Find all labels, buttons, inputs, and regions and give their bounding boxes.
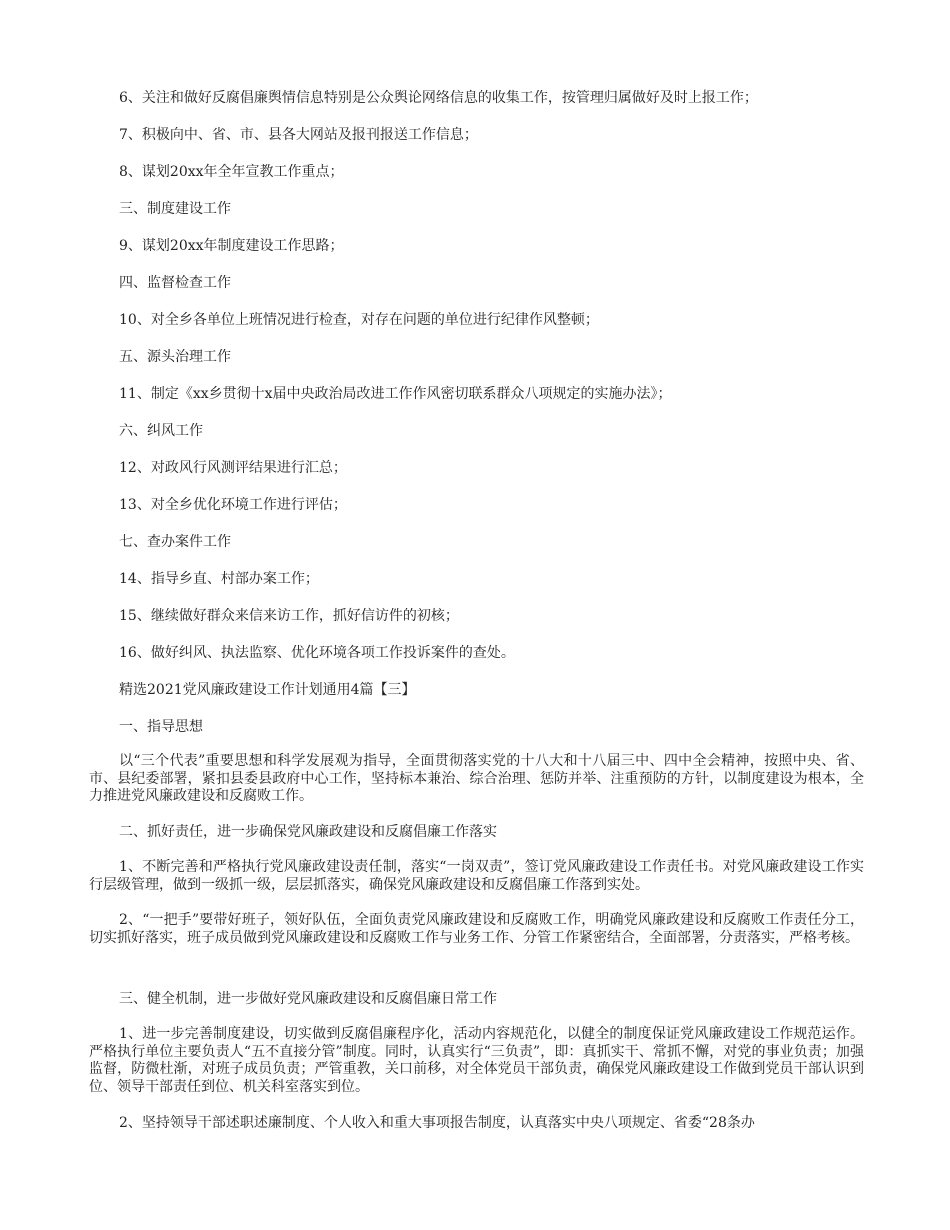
list-item: 7、积极向中、省、市、县各大网站及报刊报送工作信息； (119, 127, 478, 143)
list-item: 11、制定《xx乡贯彻十x届中央政治局改进工作作风密切联系群众八项规定的实施办法》； (119, 386, 672, 402)
list-item: 13、对全乡优化环境工作进行评估； (119, 497, 347, 513)
paragraph: 1、不断完善和严格执行党风廉政建设责任制，落实“一岗双责”，签订党风廉政建设工作责任书。对党风廉政建设工作实行层级管理，做到一级抓一级，层层抓落实，确保党风廉政建设和反腐倡廉工作落到实处。 (89, 859, 864, 893)
section-heading: 三、制度建设工作 (119, 201, 231, 217)
list-item: 10、对全乡各单位上班情况进行检查，对存在问题的单位进行纪律作风整顿； (119, 312, 599, 328)
list-item: 15、继续做好群众来信来访工作，抓好信访件的初核； (119, 608, 459, 624)
list-item: 12、对政风行风测评结果进行汇总； (119, 460, 347, 476)
paragraph: 1、进一步完善制度建设，切实做到反腐倡廉程序化，活动内容规范化，以健全的制度保证党风廉政建设工作规范运作。严格执行单位主要负责人“五不直接分管”制度。同时，认真实行“三负责”，即：真抓实干、常抓不懈，对党的事业负责；加强监督，防微杜渐，对班子成员负责；严管重教，关口前移，对全体党员干部负责，确保党风廉政建设工作做到党员干部认识到位、领导干部责任到位、机关科室落实到位。 (89, 1026, 864, 1095)
list-item: 14、指导乡直、村部办案工作； (119, 571, 319, 587)
article-title: 精选2021党风廉政建设工作计划通用4篇【三】 (119, 682, 416, 698)
list-item: 9、谋划20xx年制度建设工作思路； (119, 238, 344, 254)
section-heading: 三、健全机制，进一步做好党风廉政建设和反腐倡廉日常工作 (119, 991, 497, 1007)
section-heading: 四、监督检查工作 (119, 275, 231, 291)
paragraph: 2、坚持领导干部述职述廉制度、个人收入和重大事项报告制度，认真落实中央八项规定、省委“28条办 (119, 1115, 755, 1131)
list-item: 8、谋划20xx年全年宣教工作重点； (119, 164, 344, 180)
paragraph: 以“三个代表”重要思想和科学发展观为指导，全面贯彻落实党的十八大和十八届三中、四中全会精神，按照中央、省、市、县纪委部署，紧扣县委县政府中心工作，坚持标本兼治、综合治理、惩防并举、注重预防的方针，以制度建设为根本，全力推进党风廉政建设和反腐败工作。 (89, 753, 864, 804)
list-item: 6、关注和做好反腐倡廉舆情信息特别是公众舆论网络信息的收集工作，按管理归属做好及时上报工作； (119, 90, 758, 106)
paragraph: 2、“一把手”要带好班子，领好队伍，全面负责党风廉政建设和反腐败工作，明确党风廉政建设和反腐败工作责任分工，切实抓好落实，班子成员做到党风廉政建设和反腐败工作与业务工作、分管工作紧密结合，全面部署，分责落实，严格考核。 (89, 912, 864, 946)
section-heading: 一、指导思想 (119, 719, 203, 735)
section-heading: 七、查办案件工作 (119, 534, 231, 550)
section-heading: 六、纠风工作 (119, 423, 203, 439)
section-heading: 二、抓好责任，进一步确保党风廉政建设和反腐倡廉工作落实 (119, 824, 497, 840)
list-item: 16、做好纠风、执法监察、优化环境各项工作投诉案件的查处。 (119, 645, 515, 661)
section-heading: 五、源头治理工作 (119, 349, 231, 365)
